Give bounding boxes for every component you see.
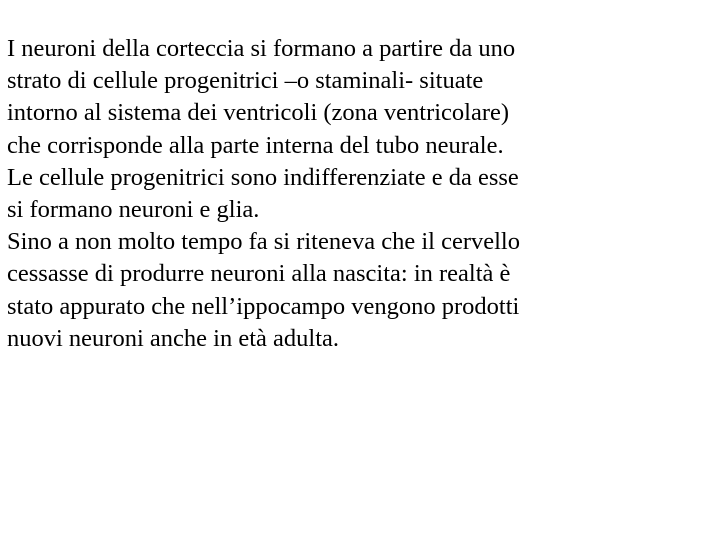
text-line: Sino a non molto tempo fa si riteneva che il cervello xyxy=(7,228,520,256)
text-line: nuovi neuroni anche in età adulta. xyxy=(7,324,339,352)
text-line: stato appurato che nell’ippocampo vengono prodotti xyxy=(7,292,520,320)
paragraph-adult-neurogenesis xyxy=(7,226,712,355)
text-line: Le cellule progenitrici sono indifferenziate e da esse xyxy=(7,163,519,191)
text-line: cessasse di produrre neuroni alla nascita: in realtà è xyxy=(7,260,511,288)
text-line: intorno al sistema dei ventricoli (zona ventricolare) xyxy=(7,99,510,127)
text-line: strato di cellule progenitrici –o staminali- situate xyxy=(7,67,484,95)
text-body xyxy=(7,33,712,355)
text-line: I neuroni della corteccia si formano a partire da uno xyxy=(7,35,516,62)
text-line: che corrisponde alla parte interna del tubo neurale. xyxy=(7,131,504,159)
text-line: si formano neuroni e glia. xyxy=(7,196,260,224)
paragraph-cortex-formation xyxy=(7,33,712,226)
